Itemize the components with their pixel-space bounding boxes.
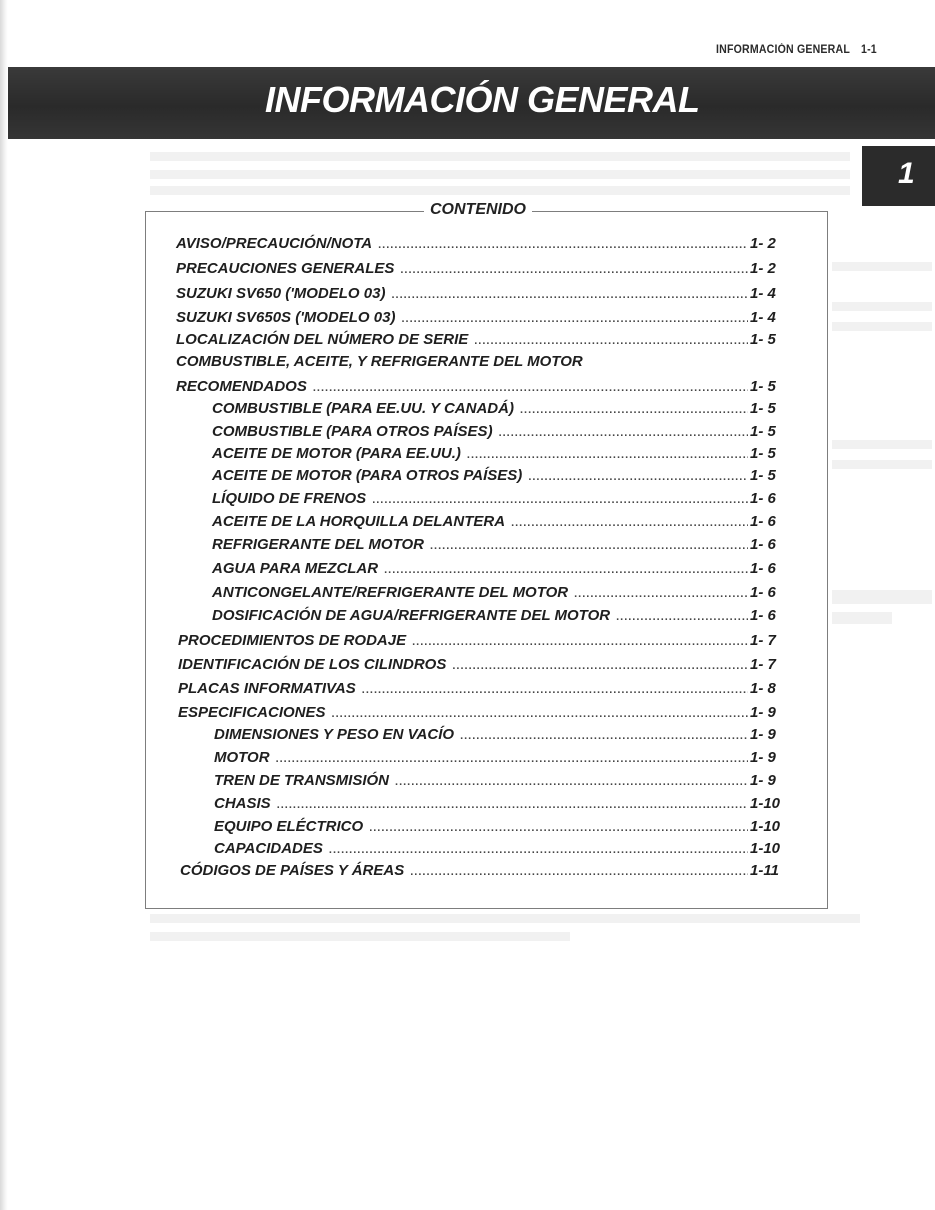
toc-entry[interactable] (212, 606, 786, 626)
page-left-edge (0, 0, 8, 1210)
chapter-number: 1 (898, 157, 915, 190)
dot-leader (474, 331, 748, 351)
toc-entry-label: COMBUSTIBLE (PARA EE.UU. Y CANADÁ) (212, 400, 514, 417)
toc-entry[interactable] (214, 725, 786, 745)
running-header-page: 1-1 (861, 44, 877, 56)
dot-leader (499, 423, 748, 443)
toc-entry-label: PROCEDIMIENTOS DE RODAJE (178, 632, 407, 649)
dot-leader (616, 607, 748, 627)
toc-entry[interactable] (180, 861, 786, 881)
running-header (716, 44, 877, 56)
toc-entry[interactable] (214, 794, 786, 814)
toc-entry-page: 1- 2 (750, 260, 776, 277)
bleed-through-line (150, 170, 850, 179)
toc-entry[interactable] (178, 703, 786, 723)
toc-entry-page: 1- 6 (750, 536, 776, 553)
toc-entry-label: LOCALIZACIÓN DEL NÚMERO DE SERIE (176, 331, 469, 348)
bleed-through-line (832, 440, 932, 449)
toc-entry-page: 1- 6 (750, 490, 776, 507)
toc-entry-page: 1- 5 (750, 331, 776, 348)
toc-entry-label: ESPECIFICACIONES (178, 704, 326, 721)
toc-entry-label: ANTICONGELANTE/REFRIGERANTE DEL MOTOR (212, 584, 569, 601)
toc-entry-label: PLACAS INFORMATIVAS (178, 680, 356, 697)
toc-entry-label: CHASIS (214, 795, 271, 812)
toc-entry-page: 1- 6 (750, 584, 776, 601)
dot-leader (412, 632, 748, 652)
dot-leader (410, 862, 748, 882)
dot-leader (369, 818, 748, 838)
toc-entry[interactable] (212, 489, 786, 509)
dot-leader (452, 656, 748, 676)
dot-leader (401, 309, 748, 329)
bleed-through-line (832, 460, 932, 469)
running-header-section: INFORMACIÓN GENERAL (716, 44, 851, 56)
toc-entry-label: CAPACIDADES (214, 840, 323, 857)
dot-leader (276, 749, 748, 769)
toc-entry-label: MOTOR (214, 749, 270, 766)
toc-entry[interactable] (214, 771, 786, 791)
toc-entry-page: 1- 7 (750, 632, 776, 649)
toc-entry[interactable] (176, 352, 786, 372)
bleed-through-line (832, 612, 892, 624)
dot-leader (574, 584, 748, 604)
toc-entry-label: LÍQUIDO DE FRENOS (212, 490, 367, 507)
toc-entry-label: ACEITE DE LA HORQUILLA DELANTERA (212, 513, 506, 530)
toc-entry-label: SUZUKI SV650S ('MODELO 03) (176, 309, 396, 326)
dot-leader (372, 490, 748, 510)
dot-leader (378, 235, 748, 255)
toc-entry-page: 1- 6 (750, 560, 776, 577)
toc-entry[interactable] (176, 234, 786, 254)
toc-entry[interactable] (212, 559, 786, 579)
dot-leader (400, 260, 748, 280)
dot-leader (467, 445, 748, 465)
toc-entry-page: 1- 7 (750, 656, 776, 673)
toc-entry[interactable] (212, 422, 786, 442)
toc-entry-page: 1- 9 (750, 704, 776, 721)
toc-entry-label: SUZUKI SV650 ('MODELO 03) (176, 285, 386, 302)
toc-entry-page: 1-10 (750, 818, 781, 835)
dot-leader (329, 840, 748, 860)
toc-entry-label: PRECAUCIONES GENERALES (176, 260, 395, 277)
toc-entry-page: 1- 4 (750, 309, 776, 326)
toc-entry[interactable] (176, 284, 786, 304)
toc-entry-label: DOSIFICACIÓN DE AGUA/REFRIGERANTE DEL MOTOR (212, 607, 611, 624)
toc-entry-page: 1- 2 (750, 235, 776, 252)
toc-entry[interactable] (212, 444, 786, 464)
dot-leader (277, 795, 748, 815)
toc-entry-page: 1- 6 (750, 607, 776, 624)
toc-entry-page: 1- 6 (750, 513, 776, 530)
toc-entry[interactable] (212, 535, 786, 555)
toc-entry[interactable] (178, 655, 786, 675)
toc-entry[interactable] (176, 330, 786, 350)
toc-entry-label: RECOMENDADOS (176, 378, 307, 395)
toc-entry[interactable] (212, 583, 786, 603)
bleed-through-line (832, 302, 932, 311)
bleed-through-line (832, 590, 932, 604)
toc-entry-page: 1- 4 (750, 285, 776, 302)
toc-entry-page: 1- 5 (750, 400, 776, 417)
toc-entry-label: IDENTIFICACIÓN DE LOS CILINDROS (178, 656, 447, 673)
bleed-through-line (832, 322, 932, 331)
bleed-through-line (150, 186, 850, 195)
dot-leader (511, 513, 748, 533)
toc-entry-page: 1- 5 (750, 445, 776, 462)
dot-leader (395, 772, 748, 792)
dot-leader (362, 680, 748, 700)
toc-entry[interactable] (214, 839, 786, 859)
toc-entry[interactable] (178, 631, 786, 651)
toc-entry-page: 1- 5 (750, 378, 776, 395)
dot-leader (430, 536, 748, 556)
dot-leader (332, 704, 748, 724)
dot-leader (528, 467, 748, 487)
toc-entry-page: 1- 9 (750, 726, 776, 743)
toc-entry-label: EQUIPO ELÉCTRICO (214, 818, 364, 835)
toc-entry-label: AVISO/PRECAUCIÓN/NOTA (176, 235, 373, 252)
toc-entry[interactable] (212, 466, 786, 486)
toc-entry-page: 1- 8 (750, 680, 776, 697)
bleed-through-line (150, 914, 860, 923)
toc-entry-label: ACEITE DE MOTOR (PARA EE.UU.) (212, 445, 461, 462)
dot-leader (313, 378, 748, 398)
toc-entry-label: AGUA PARA MEZCLAR (212, 560, 379, 577)
toc-entry-label: CÓDIGOS DE PAÍSES Y ÁREAS (180, 862, 405, 879)
dot-leader (391, 285, 748, 305)
toc-entry-page: 1-10 (750, 840, 781, 857)
page-title: INFORMACIÓN GENERAL (265, 79, 700, 120)
toc-entry-label: COMBUSTIBLE (PARA OTROS PAÍSES) (212, 423, 493, 440)
toc-entry[interactable] (214, 817, 786, 837)
toc-entry-label: DIMENSIONES Y PESO EN VACÍO (214, 726, 455, 743)
toc-entry-label: TREN DE TRANSMISIÓN (214, 772, 390, 789)
toc-entry-page: 1- 5 (750, 467, 776, 484)
toc-entry-page: 1-11 (750, 862, 779, 879)
chapter-tab (862, 146, 935, 206)
dot-leader (460, 726, 748, 746)
dot-leader (520, 400, 748, 420)
toc-entry[interactable] (214, 748, 786, 768)
toc-entry-page: 1- 9 (750, 772, 776, 789)
title-banner (8, 67, 935, 139)
toc-entry-label: COMBUSTIBLE, ACEITE, Y REFRIGERANTE DEL MOTOR (176, 353, 583, 370)
bleed-through-line (832, 262, 932, 271)
contents-heading: CONTENIDO (424, 201, 532, 219)
toc-entry-label: ACEITE DE MOTOR (PARA OTROS PAÍSES) (212, 467, 523, 484)
dot-leader (384, 560, 748, 580)
toc-entry-page: 1- 5 (750, 423, 776, 440)
toc-entry-page: 1-10 (750, 795, 781, 812)
toc-entry[interactable] (176, 259, 786, 279)
bleed-through-line (150, 932, 570, 941)
toc-entry[interactable] (178, 679, 786, 699)
bleed-through-line (150, 152, 850, 161)
toc-entry[interactable] (212, 399, 786, 419)
toc-entry[interactable] (176, 308, 786, 328)
toc-entry[interactable] (176, 377, 786, 397)
toc-entry[interactable] (212, 512, 786, 532)
toc-entry-label: REFRIGERANTE DEL MOTOR (212, 536, 424, 553)
toc-entry-page: 1- 9 (750, 749, 776, 766)
